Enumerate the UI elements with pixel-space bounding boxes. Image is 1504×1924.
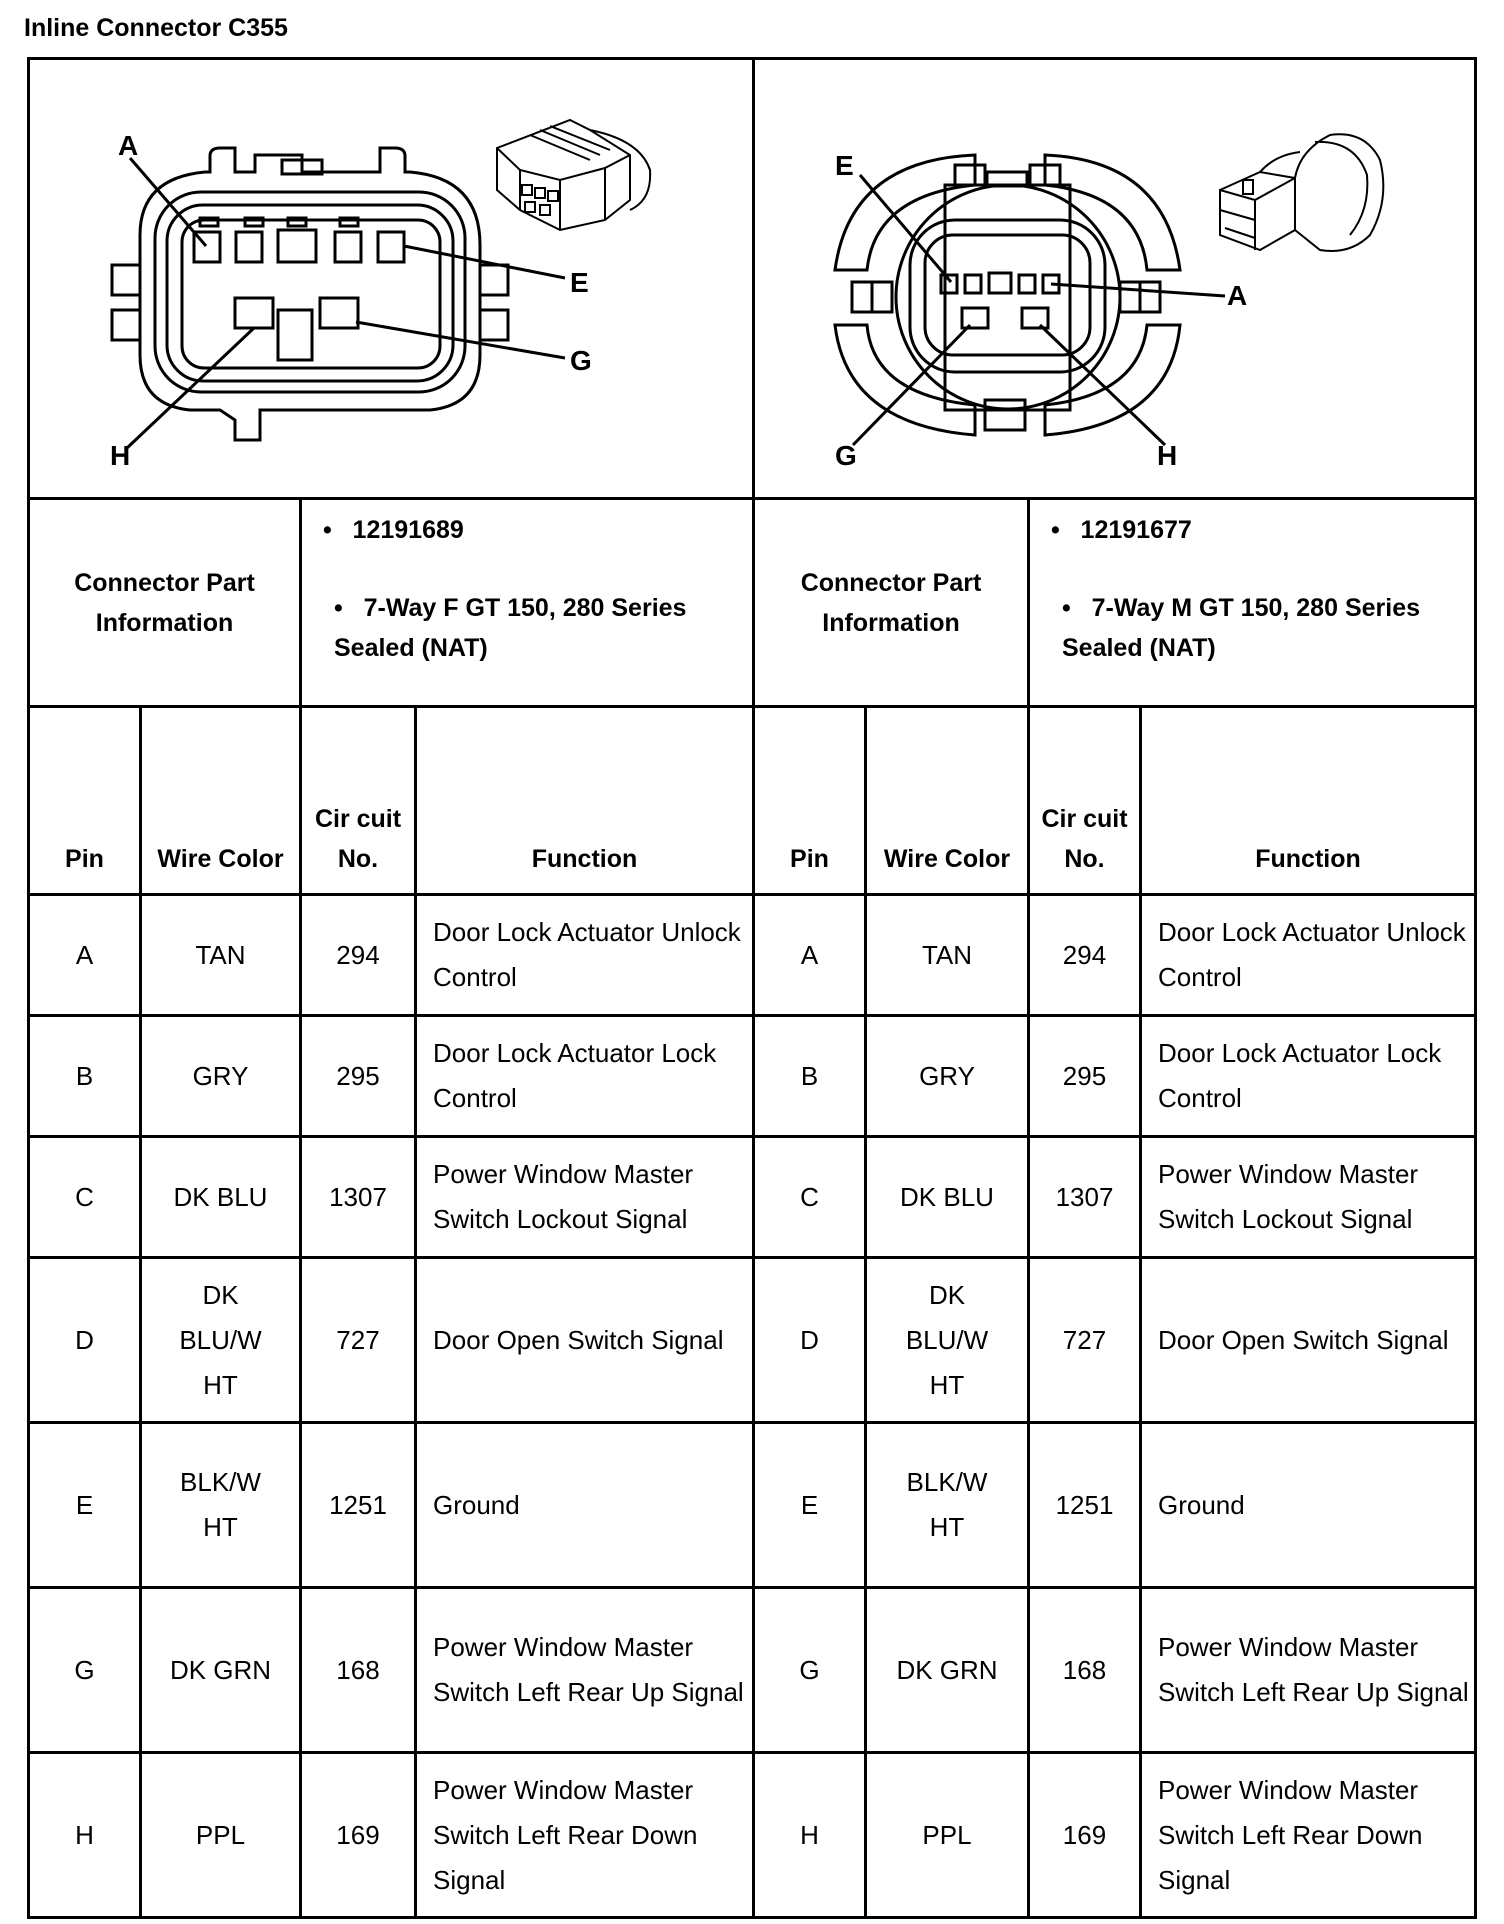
pin-cell: B (29, 1016, 141, 1137)
part-description-right: • 7-Way M GT 150, 280 Series Sealed (NAT) (1062, 594, 1420, 662)
wire-color-cell: BLK/W HT (866, 1423, 1029, 1588)
part-number-right: • 12191677 (1044, 516, 1192, 544)
pin-label-E: E (835, 150, 854, 181)
pin-label-G: G (835, 440, 857, 471)
part-description-text: 7-Way F GT 150, 280 Series Sealed (NAT) (334, 594, 687, 662)
pin-label-H: H (110, 440, 131, 471)
circuit-cell: 1307 (301, 1137, 416, 1258)
circuit-cell: 294 (1029, 895, 1141, 1016)
part-number-left: • 12191689 (316, 516, 464, 544)
connector-table (27, 57, 1477, 1919)
pin-cell: E (754, 1423, 866, 1588)
pin-label-E: E (570, 267, 589, 298)
table-row (29, 1423, 1476, 1588)
connector-part-info-left (301, 499, 754, 707)
pin-cell: G (754, 1588, 866, 1753)
wire-color-cell: DK BLU (141, 1137, 301, 1258)
function-cell: Power Window Master Switch Lockout Signal (416, 1137, 754, 1258)
table-row (29, 1753, 1476, 1918)
part-number-text: 12191677 (1080, 516, 1192, 544)
connector-table-frame (27, 57, 1474, 1919)
pin-label-H: H (1157, 440, 1178, 471)
function-cell: Door Lock Actuator Lock Control (1141, 1016, 1476, 1137)
pin-cell: D (754, 1258, 866, 1423)
pin-label-G: G (570, 345, 592, 376)
table-row (29, 895, 1476, 1016)
table-row (29, 1016, 1476, 1137)
table-row (29, 1258, 1476, 1423)
page-title: Inline Connector C355 (24, 14, 288, 42)
wire-color-cell: BLK/W HT (141, 1423, 301, 1588)
circuit-cell: 1251 (301, 1423, 416, 1588)
circuit-cell: 168 (301, 1588, 416, 1753)
wire-color-cell: TAN (141, 895, 301, 1016)
function-cell: Power Window Master Switch Left Rear Down Signal (1141, 1753, 1476, 1918)
pin-label-A: A (118, 130, 139, 161)
pin-cell: D (29, 1258, 141, 1423)
part-number-text: 12191689 (352, 516, 464, 544)
table-row (29, 1588, 1476, 1753)
pin-cell: A (29, 895, 141, 1016)
connector-part-info-label-right: Connector Part Information (754, 499, 1029, 707)
circuit-cell: 1251 (1029, 1423, 1141, 1588)
pin-label-A: A (1227, 280, 1248, 311)
col-header-pin: Pin (29, 707, 141, 895)
wire-color-cell: GRY (141, 1016, 301, 1137)
wire-color-cell: GRY (866, 1016, 1029, 1137)
part-description-text: 7-Way M GT 150, 280 Series Sealed (NAT) (1062, 594, 1420, 662)
wire-color-cell: DK BLU/W HT (141, 1258, 301, 1423)
function-cell: Power Window Master Switch Lockout Signal (1141, 1137, 1476, 1258)
col-header-wire-color: Wire Color (866, 707, 1029, 895)
circuit-cell: 295 (301, 1016, 416, 1137)
male-connector-face-view (755, 60, 1477, 497)
pin-cell: E (29, 1423, 141, 1588)
function-cell: Power Window Master Switch Left Rear Up Signal (1141, 1588, 1476, 1753)
col-header-function: Function (416, 707, 754, 895)
right-connector-diagram (754, 59, 1476, 499)
wire-color-cell: DK BLU (866, 1137, 1029, 1258)
function-cell: Power Window Master Switch Left Rear Up Signal (416, 1588, 754, 1753)
table-row (29, 1137, 1476, 1258)
col-header-function: Function (1141, 707, 1476, 895)
col-header-circuit: Cir cuit No. (1029, 707, 1141, 895)
function-cell: Power Window Master Switch Left Rear Down Signal (416, 1753, 754, 1918)
connector-part-info-label-left: Connector Part Information (29, 499, 301, 707)
female-connector-face-view (30, 60, 752, 497)
col-header-wire-color: Wire Color (141, 707, 301, 895)
pin-cell: H (29, 1753, 141, 1918)
function-cell: Door Open Switch Signal (416, 1258, 754, 1423)
part-description-left: • 7-Way F GT 150, 280 Series Sealed (NAT) (334, 594, 687, 662)
wire-color-cell: DK GRN (141, 1588, 301, 1753)
col-header-pin: Pin (754, 707, 866, 895)
wire-color-cell: DK BLU/W HT (866, 1258, 1029, 1423)
function-cell: Ground (416, 1423, 754, 1588)
circuit-cell: 169 (301, 1753, 416, 1918)
circuit-cell: 294 (301, 895, 416, 1016)
function-cell: Door Lock Actuator Lock Control (416, 1016, 754, 1137)
circuit-cell: 727 (301, 1258, 416, 1423)
wire-color-cell: TAN (866, 895, 1029, 1016)
circuit-cell: 295 (1029, 1016, 1141, 1137)
circuit-cell: 1307 (1029, 1137, 1141, 1258)
pin-cell: H (754, 1753, 866, 1918)
function-cell: Ground (1141, 1423, 1476, 1588)
wire-color-cell: DK GRN (866, 1588, 1029, 1753)
column-header-row (29, 707, 1476, 895)
left-connector-diagram (29, 59, 754, 499)
function-cell: Door Lock Actuator Unlock Control (1141, 895, 1476, 1016)
connector-part-info-right (1029, 499, 1476, 707)
circuit-cell: 727 (1029, 1258, 1141, 1423)
pin-cell: B (754, 1016, 866, 1137)
pin-cell: C (29, 1137, 141, 1258)
pin-cell: G (29, 1588, 141, 1753)
pin-cell: A (754, 895, 866, 1016)
col-header-circuit: Cir cuit No. (301, 707, 416, 895)
circuit-cell: 169 (1029, 1753, 1141, 1918)
wire-color-cell: PPL (866, 1753, 1029, 1918)
function-cell: Door Open Switch Signal (1141, 1258, 1476, 1423)
function-cell: Door Lock Actuator Unlock Control (416, 895, 754, 1016)
wire-color-cell: PPL (141, 1753, 301, 1918)
circuit-cell: 168 (1029, 1588, 1141, 1753)
pin-cell: C (754, 1137, 866, 1258)
